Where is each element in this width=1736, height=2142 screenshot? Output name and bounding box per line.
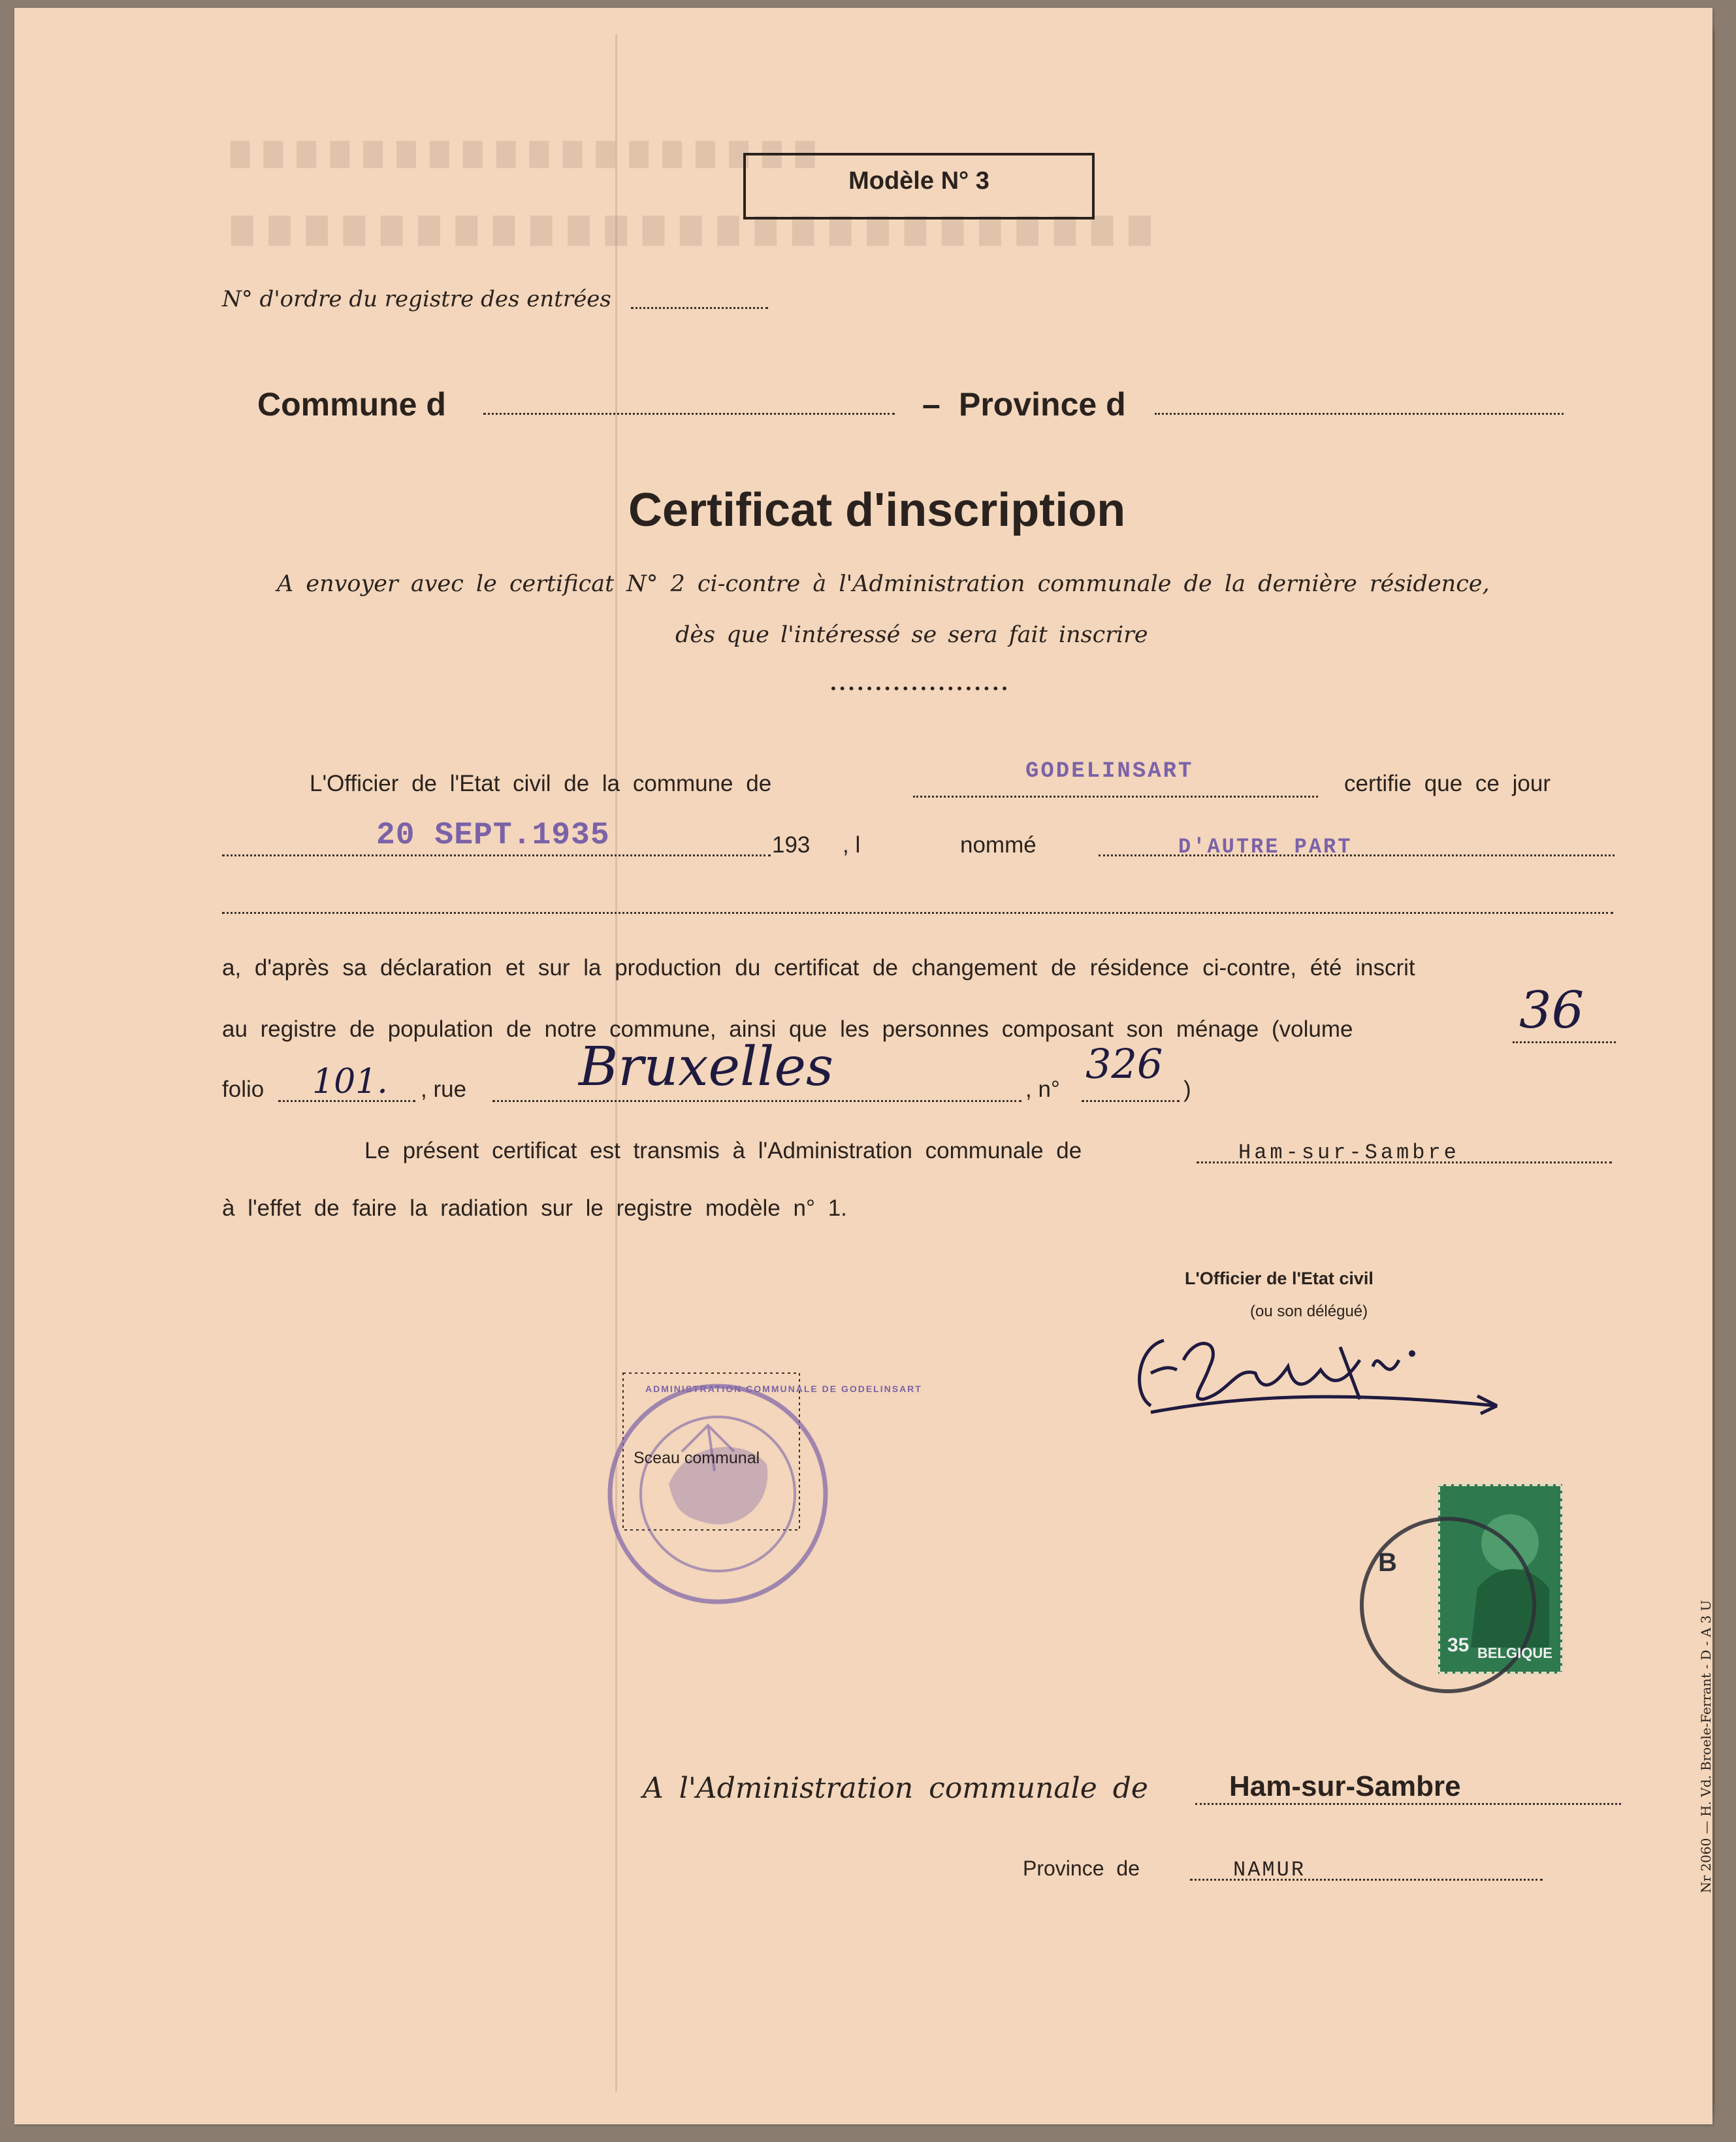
show-through-text: ∎∎∎∎∎∎∎∎∎∎∎∎∎∎∎∎∎∎∎∎∎∎∎∎∎ [223,193,1159,258]
postage-stamp-graphic [1353,1471,1575,1719]
stamp-country: BELGIQUE [1477,1645,1552,1661]
document-title: Certificat d'inscription [628,484,1126,536]
model-number: N° 3 [940,167,989,195]
named-label: nommé [960,832,1037,858]
name-stamp: D'AUTRE PART [1178,835,1353,859]
address-commune-field[interactable] [1195,1803,1621,1805]
seal-label: Sceau communal [634,1449,760,1467]
transmit-line-1: Le présent certificat est transmis à l'Administration communale de [364,1138,1082,1163]
commune-stamp: GODELINSART [1025,759,1194,784]
body-line-1: a, d'après sa déclaration et sur la production du certificat de changement de résidence ci-contre, été inscrit [222,955,1415,981]
number-label: , n° [1025,1077,1060,1102]
year-suffix: , l [843,832,861,858]
signature-subtitle: (ou son délégué) [1250,1303,1368,1320]
stamp-value: 35 [1447,1634,1470,1656]
province-label: Province d [959,386,1126,423]
officer-line-suffix: certifie que ce jour [1344,771,1551,796]
number-field[interactable] [1082,1100,1180,1102]
transmit-line-2: à l'effet de faire la radiation sur le registre modèle n° 1. [222,1195,847,1221]
postmark-letter: B [1378,1548,1397,1577]
commune-field[interactable] [483,413,895,415]
province-footer-value: NAMUR [1233,1858,1306,1882]
signature [1125,1321,1517,1425]
signature-title: L'Officier de l'Etat civil [1185,1269,1374,1288]
officer-line-prefix: L'Officier de l'Etat civil de la commune de [310,771,772,796]
register-number-field[interactable] [631,307,768,309]
body-line-2: au registre de population de notre commune, ainsi que les personnes composant son ménage (volume [222,1016,1353,1042]
number-value: 326 [1085,1040,1163,1088]
separator: •••••••••••••••••••• [829,681,1010,696]
province-field[interactable] [1155,413,1564,415]
folio-label: folio [222,1077,265,1102]
date-stamp: 20 SEPT.1935 [376,818,610,853]
register-number-label: N° d'ordre du registre des entrées [222,286,611,312]
instructions-line-1: A envoyer avec le certificat N° 2 ci-contre à l'Administration communale de la dernière résidence, [277,571,1490,597]
certificate-page [14,8,1712,2124]
province-dash: – [922,386,940,423]
show-through-text: ∎∎∎∎∎∎∎∎∎∎∎∎∎∎∎∎∎∎ [223,120,822,178]
date-field[interactable] [222,854,771,856]
instructions-line-2: dès que l'intéressé se sera fait inscrire [675,622,1148,648]
province-label-footer: Province de [1023,1857,1140,1880]
name-field[interactable] [1099,854,1615,856]
address-commune-value: Ham-sur-Sambre [1229,1770,1461,1802]
volume-value: 36 [1519,981,1584,1040]
officer-commune-field[interactable] [913,796,1318,798]
year-prefix: 193 [772,832,811,858]
model-number-box [743,153,1095,219]
postage-stamp [1353,1471,1575,1719]
rue-field[interactable] [492,1100,1021,1102]
model-label: Modèle [848,167,934,195]
rue-value: Bruxelles [579,1036,834,1098]
rue-label: , rue [421,1077,467,1102]
seal-ring-text: ADMINISTRATION COMMUNALE DE GODELINSART [645,1384,922,1394]
signature-graphic [1125,1321,1517,1425]
address-label: A l'Administration communale de [643,1772,1148,1805]
transmit-commune-value: Ham-sur-Sambre [1238,1141,1460,1165]
close-paren: ) [1183,1077,1191,1102]
blank-line[interactable] [222,912,1613,914]
folio-value: 101. [312,1062,388,1101]
municipal-seal [577,1354,922,1615]
printer-note: Nr 2060 — H. Vd. Broele-Ferrant - D - A 3 U [1698,1600,1714,1893]
commune-label: Commune d [257,386,446,423]
volume-field[interactable] [1513,1041,1616,1043]
